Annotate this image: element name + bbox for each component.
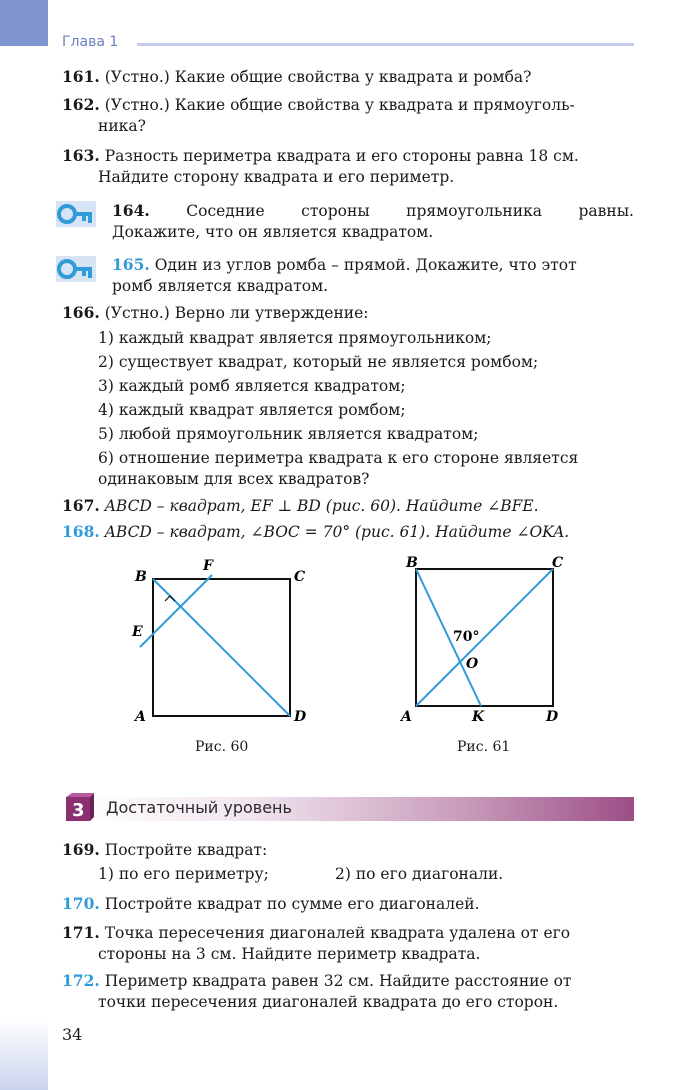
problem-161 [62,67,531,87]
problem-164 [112,201,634,221]
problem-number: 170. [62,894,100,913]
label-c: C [552,555,564,571]
problem-166 [62,303,369,323]
problem-169 [62,840,267,860]
line-ef [140,575,212,647]
problem-text-cont: точки пересечения диагоналей квадрата до его сторон. [98,993,559,1011]
problem-text: (Устно.) Верно ли утверждение: [104,304,369,322]
label-o: O [466,656,479,672]
problem-text: (Устно.) Какие общие свойства у квадрата и ромба? [104,68,532,86]
label-a: A [401,709,412,725]
problem-number: 172. [62,971,100,990]
problem-162 [62,95,575,115]
label-d: D [546,709,559,725]
label-f: F [203,558,213,574]
problem-text-cont: ника? [98,117,146,135]
figure-61 [395,550,575,730]
list-item: 4) каждый квадрат является ромбом; [98,401,406,419]
problem-167 [62,496,539,516]
list-item: 3) каждый ромб является квадратом; [98,377,406,395]
problem-171 [62,923,570,943]
problem-text: Один из углов ромба – прямой. Докажите, что этот [154,256,577,274]
corner-tab-top [0,0,48,46]
figure-caption: Рис. 61 [457,739,511,755]
problem-168 [62,522,569,542]
problem-172 [62,971,571,991]
problem-text: (Устно.) Какие общие свойства у квадрата и прямоуголь- [104,96,575,114]
problem-163 [62,146,579,166]
problem-number: 168. [62,522,100,541]
label-a: A [135,709,146,725]
option-1: 1) по его периметру; [98,865,269,883]
label-b: B [406,555,418,571]
page-number: 34 [62,1025,83,1044]
label-d: D [294,709,307,725]
figure-60 [120,555,320,730]
label-e: E [132,624,143,640]
problem-text-cont: Найдите сторону квадрата и его периметр. [98,168,455,186]
problem-165 [112,255,577,275]
diagonal-ac [416,569,553,706]
label-k: K [472,709,485,725]
list-item: 1) каждый квадрат является прямоугольником; [98,329,492,347]
problem-text: Постройте квадрат: [104,841,268,859]
key-icon [56,199,96,229]
problem-number: 162. [62,95,100,114]
level-title: Достаточный уровень [106,798,292,817]
list-item: 6) отношение периметра квадрата к его стороне является [98,449,579,467]
problem-text: Разность периметра квадрата и его стороны равна 18 см. [104,147,579,165]
problem-number: 171. [62,923,100,942]
level-badge-icon [62,793,94,825]
problem-text: Точка пересечения диагоналей квадрата удалена от его [104,924,571,942]
problem-text: Соседние стороны прямоугольника равны. [186,202,634,220]
list-item: 2) существует квадрат, который не является ромбом; [98,353,539,371]
problem-text: Периметр квадрата равен 32 см. Найдите расстояние от [104,972,572,990]
problem-text-cont: ромб является квадратом. [112,277,329,295]
label-c: C [294,569,306,585]
problem-text-cont: стороны на 3 см. Найдите периметр квадрата. [98,945,481,963]
list-item: 5) любой прямоугольник является квадратом; [98,425,479,443]
problem-number: 163. [62,146,100,165]
level-badge-number: 3 [72,800,85,821]
problem-text: ABCD – квадрат, EF ⊥ BD (рис. 60). Найдите ∠BFE. [104,497,539,515]
problem-number: 164. [112,201,150,220]
problem-number: 169. [62,840,100,859]
problem-number: 165. [112,255,150,274]
problem-number: 161. [62,67,100,86]
label-b: B [135,569,147,585]
problem-text: Постройте квадрат по сумме его диагоналей. [104,895,480,913]
problem-170 [62,894,480,914]
list-item: одинаковым для всех квадратов? [98,470,370,488]
corner-tab-bottom [0,1020,48,1090]
problem-number: 166. [62,303,100,322]
chapter-title: Глава 1 [62,34,119,50]
angle-label: 70° [453,629,480,645]
figure-caption: Рис. 60 [195,739,249,755]
problem-number: 167. [62,496,100,515]
problem-text: ABCD – квадрат, ∠BOC = 70° (рис. 61). Найдите ∠OKA. [104,523,570,541]
key-icon [56,254,96,284]
problem-text-cont: Докажите, что он является квадратом. [112,223,434,241]
header-rule [137,43,634,46]
option-2: 2) по его диагонали. [335,865,504,883]
